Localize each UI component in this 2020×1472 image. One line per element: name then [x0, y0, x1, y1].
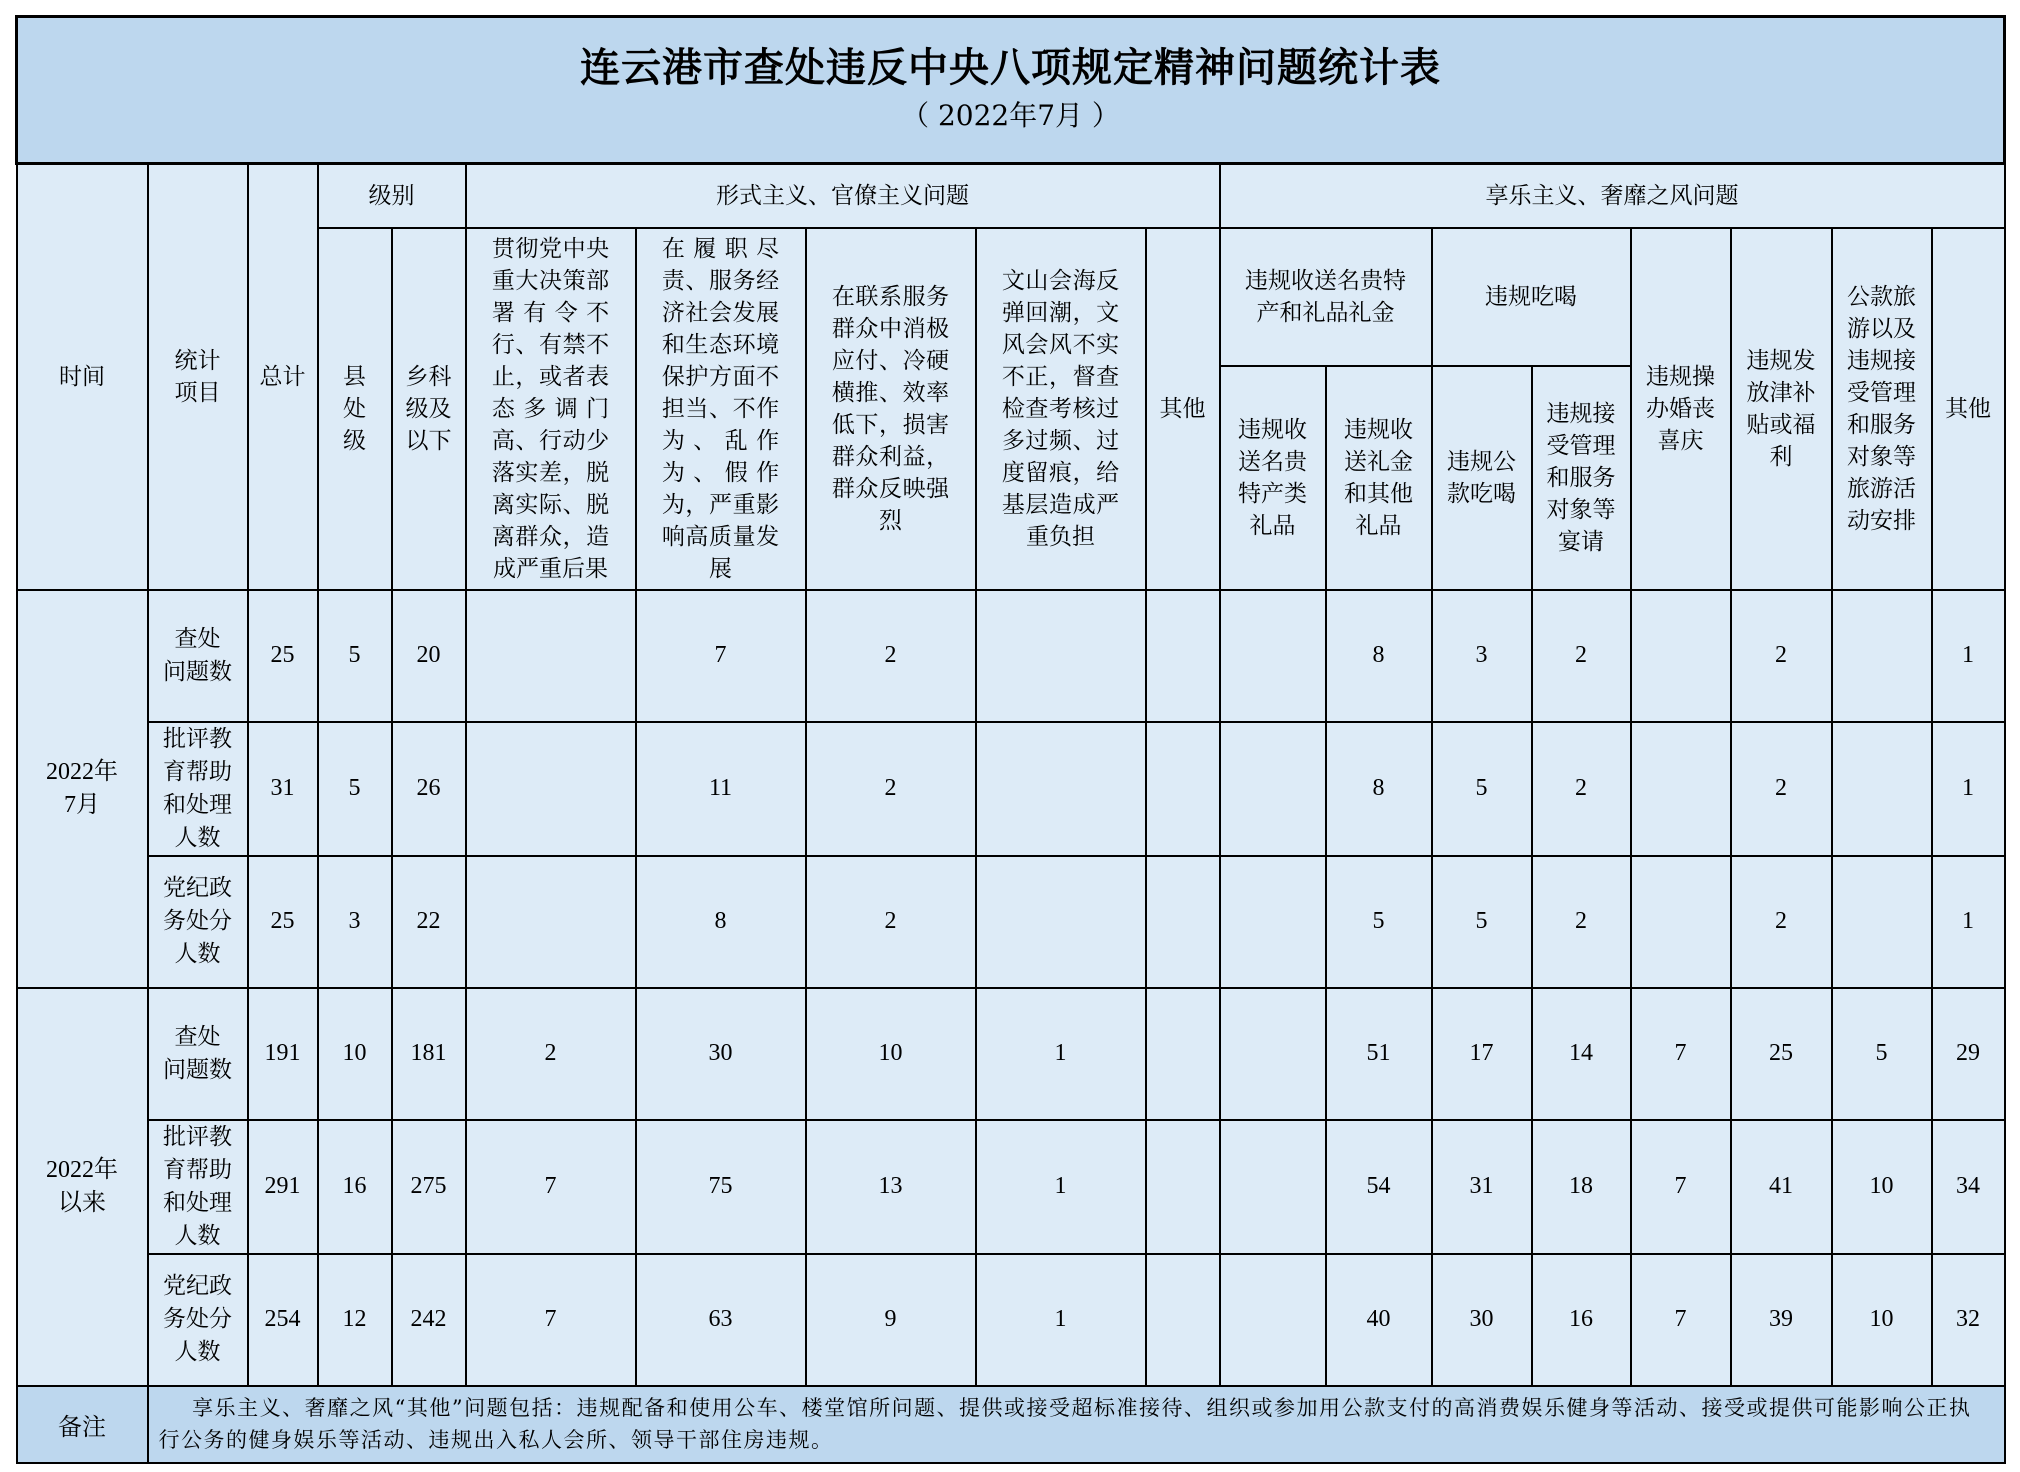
value-cell: 10 — [1832, 1254, 1932, 1386]
value-cell: 39 — [1731, 1254, 1832, 1386]
value-cell: 291 — [248, 1120, 318, 1254]
value-cell: 40 — [1326, 1254, 1432, 1386]
value-cell: 10 — [318, 988, 392, 1120]
value-cell: 31 — [248, 722, 318, 856]
row-label: 查处 问题数 — [148, 590, 248, 722]
value-cell: 13 — [806, 1120, 976, 1254]
statistics-table — [15, 15, 2006, 1464]
value-cell: 1 — [1932, 722, 2005, 856]
header-dining-public-funds: 违规公款吃喝 — [1432, 366, 1532, 590]
value-cell: 1 — [1932, 590, 2005, 722]
value-cell: 254 — [248, 1254, 318, 1386]
value-cell: 22 — [392, 856, 466, 988]
value-cell — [1146, 1254, 1220, 1386]
header-level-county: 县处级 — [318, 228, 392, 590]
value-cell — [1146, 722, 1220, 856]
value-cell: 25 — [248, 590, 318, 722]
value-cell: 54 — [1326, 1120, 1432, 1254]
header-formalism-meetings: 文山会海反弹回潮，文风会风不实不正，督查检查考核过多过频、过度留痕，给基层造成严重负担 — [976, 228, 1146, 590]
header-formalism-serving-masses: 在联系服务群众中消极应付、冷硬横推、效率低下，损害群众利益，群众反映强烈 — [806, 228, 976, 590]
value-cell: 8 — [1326, 722, 1432, 856]
value-cell: 275 — [392, 1120, 466, 1254]
value-cell: 25 — [1731, 988, 1832, 1120]
value-cell: 10 — [1832, 1120, 1932, 1254]
title-band — [17, 17, 2005, 164]
value-cell: 5 — [1432, 722, 1532, 856]
header-time: 时间 — [17, 164, 148, 590]
value-cell: 7 — [1631, 1120, 1731, 1254]
page-subtitle: （ 2022年7月 ） — [901, 99, 1120, 132]
table-row — [17, 988, 2005, 1120]
value-cell — [1220, 1254, 1326, 1386]
header-hedonism-group: 享乐主义、奢靡之风问题 — [1220, 164, 2005, 228]
value-cell — [1220, 856, 1326, 988]
value-cell — [1220, 590, 1326, 722]
table-row — [17, 1120, 2005, 1254]
value-cell: 2 — [1532, 856, 1631, 988]
value-cell — [1220, 988, 1326, 1120]
value-cell: 41 — [1731, 1120, 1832, 1254]
value-cell: 8 — [1326, 590, 1432, 722]
value-cell — [1631, 590, 1731, 722]
value-cell: 17 — [1432, 988, 1532, 1120]
value-cell: 2 — [1532, 722, 1631, 856]
value-cell: 2 — [1731, 590, 1832, 722]
value-cell: 2 — [1731, 722, 1832, 856]
value-cell: 34 — [1932, 1120, 2005, 1254]
value-cell — [1220, 1120, 1326, 1254]
value-cell: 12 — [318, 1254, 392, 1386]
value-cell — [1146, 1120, 1220, 1254]
value-cell: 7 — [1631, 988, 1731, 1120]
value-cell: 30 — [636, 988, 806, 1120]
value-cell — [976, 590, 1146, 722]
value-cell: 2 — [806, 856, 976, 988]
value-cell: 3 — [1432, 590, 1532, 722]
value-cell: 11 — [636, 722, 806, 856]
header-dining-banquets: 违规接受管理和服务对象等宴请 — [1532, 366, 1631, 590]
value-cell — [1832, 722, 1932, 856]
value-cell: 5 — [318, 590, 392, 722]
header-gift-specialty: 违规收送名贵特产类礼品 — [1220, 366, 1326, 590]
note-text: 享乐主义、奢靡之风“其他”问题包括：违规配备和使用公车、楼堂馆所问题、提供或接受超标准接待、组织或参加用公款支付的高消费娱乐健身等活动、接受或提供可能影响公正执行公务的健身娱乐等活动、违规出入私人会所、领导干部住房违规。 — [148, 1386, 2005, 1463]
value-cell — [1220, 722, 1326, 856]
row-label: 批评教 育帮助 和处理 人数 — [148, 722, 248, 856]
value-cell: 1 — [976, 1254, 1146, 1386]
value-cell: 1 — [1932, 856, 2005, 988]
time-cell: 2022年 以来 — [17, 988, 148, 1386]
value-cell — [1146, 590, 1220, 722]
header-gift-group: 违规收送名贵特产和礼品礼金 — [1220, 228, 1432, 366]
header-level-township: 乡科级及以下 — [392, 228, 466, 590]
table-row — [17, 856, 2005, 988]
value-cell: 5 — [1832, 988, 1932, 1120]
header-gift-money: 违规收送礼金和其他礼品 — [1326, 366, 1432, 590]
value-cell: 51 — [1326, 988, 1432, 1120]
header-weddings-funerals: 违规操办婚丧喜庆 — [1631, 228, 1731, 590]
value-cell — [1146, 856, 1220, 988]
value-cell: 7 — [636, 590, 806, 722]
value-cell — [1146, 988, 1220, 1120]
value-cell: 29 — [1932, 988, 2005, 1120]
value-cell: 7 — [466, 1120, 636, 1254]
value-cell: 1 — [976, 1120, 1146, 1254]
note-label: 备注 — [17, 1386, 148, 1463]
header-total: 总计 — [248, 164, 318, 590]
value-cell: 32 — [1932, 1254, 2005, 1386]
value-cell — [976, 722, 1146, 856]
value-cell: 2 — [466, 988, 636, 1120]
table-row — [17, 1254, 2005, 1386]
value-cell: 2 — [806, 722, 976, 856]
row-label: 批评教 育帮助 和处理 人数 — [148, 1120, 248, 1254]
value-cell: 1 — [976, 988, 1146, 1120]
value-cell: 2 — [1731, 856, 1832, 988]
value-cell — [466, 856, 636, 988]
header-allowances: 违规发放津补贴或福利 — [1731, 228, 1832, 590]
value-cell — [1631, 722, 1731, 856]
header-dining-group: 违规吃喝 — [1432, 228, 1631, 366]
value-cell: 30 — [1432, 1254, 1532, 1386]
value-cell: 191 — [248, 988, 318, 1120]
value-cell: 181 — [392, 988, 466, 1120]
value-cell: 75 — [636, 1120, 806, 1254]
value-cell — [466, 590, 636, 722]
header-travel: 公款旅游以及违规接受管理和服务对象等旅游活动安排 — [1832, 228, 1932, 590]
header-formalism-group: 形式主义、官僚主义问题 — [466, 164, 1220, 228]
header-level: 级别 — [318, 164, 466, 228]
row-label: 党纪政 务处分 人数 — [148, 856, 248, 988]
time-cell: 2022年 7月 — [17, 590, 148, 988]
value-cell: 14 — [1532, 988, 1631, 1120]
value-cell — [1832, 590, 1932, 722]
table-row — [17, 590, 2005, 722]
value-cell: 2 — [806, 590, 976, 722]
value-cell: 9 — [806, 1254, 976, 1386]
value-cell — [976, 856, 1146, 988]
value-cell: 2 — [1532, 590, 1631, 722]
header-hedonism-other: 其他 — [1932, 228, 2005, 590]
table-row — [17, 722, 2005, 856]
value-cell: 26 — [392, 722, 466, 856]
value-cell: 5 — [318, 722, 392, 856]
header-formalism-other: 其他 — [1146, 228, 1220, 590]
value-cell: 5 — [1432, 856, 1532, 988]
value-cell: 16 — [1532, 1254, 1631, 1386]
value-cell: 242 — [392, 1254, 466, 1386]
value-cell: 8 — [636, 856, 806, 988]
row-label: 党纪政 务处分 人数 — [148, 1254, 248, 1386]
row-label: 查处 问题数 — [148, 988, 248, 1120]
value-cell: 7 — [466, 1254, 636, 1386]
value-cell: 18 — [1532, 1120, 1631, 1254]
value-cell: 25 — [248, 856, 318, 988]
value-cell: 16 — [318, 1120, 392, 1254]
value-cell: 31 — [1432, 1120, 1532, 1254]
value-cell: 3 — [318, 856, 392, 988]
value-cell: 10 — [806, 988, 976, 1120]
page-title: 连云港市查处违反中央八项规定精神问题统计表 — [580, 44, 1441, 91]
value-cell — [1832, 856, 1932, 988]
header-formalism-duties: 在履职尽责、服务经济社会发展和生态环境保护方面不担当、不作为、乱作为、假作为，严重影响高质量发展 — [636, 228, 806, 590]
value-cell: 7 — [1631, 1254, 1731, 1386]
value-cell: 63 — [636, 1254, 806, 1386]
value-cell: 5 — [1326, 856, 1432, 988]
value-cell — [466, 722, 636, 856]
value-cell: 20 — [392, 590, 466, 722]
value-cell — [1631, 856, 1731, 988]
header-item: 统计项目 — [148, 164, 248, 590]
header-formalism-decisions: 贯彻党中央重大决策部署有令不行、有禁不止，或者表态多调门高、行动少落实差，脱离实际、脱离群众，造成严重后果 — [466, 228, 636, 590]
